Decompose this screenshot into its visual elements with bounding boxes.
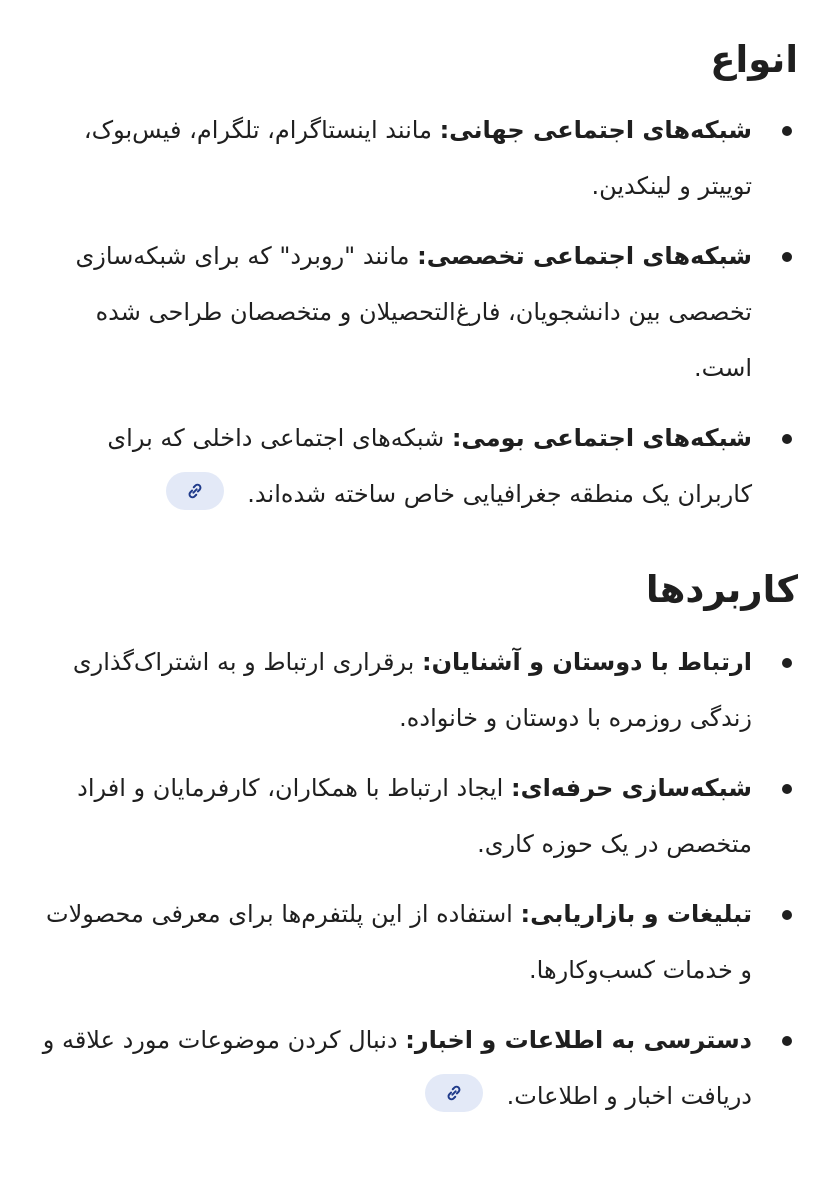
list-item [40,760,798,872]
bullet-dot [782,658,792,668]
section-title-types: انواع [710,38,798,81]
list-item [40,886,798,998]
list-item-term: شبکه‌های اجتماعی جهانی: [439,116,752,144]
bullet-dot [782,784,792,794]
list-item [40,228,798,396]
list-item-text: برقراری ارتباط و به اشتراک‌گذاری زندگی روزمره با دوستان و خانواده. [72,648,752,732]
link-icon [444,1083,464,1103]
bullet-dot [782,434,792,444]
list-item-term: ارتباط با دوستان و آشنایان: [421,648,752,676]
list-item [40,410,798,522]
list-item-text: دنبال کردن موضوعات مورد علاقه و دریافت اخبار و اطلاعات. [42,1026,752,1110]
bullet-dot [782,1036,792,1046]
list-item-text: مانند اینستاگرام، تلگرام، فیس‌بوک، توییتر و لینکدین. [83,116,752,200]
section-types [40,28,798,522]
types-list [40,102,798,522]
list-item [40,634,798,746]
list-item-text: شبکه‌های اجتماعی داخلی که برای کاربران یک منطقه جغرافیایی خاص ساخته شده‌اند. [107,424,752,508]
list-item-term: شبکه‌های اجتماعی تخصصی: [417,242,752,270]
source-link-button[interactable] [166,472,224,510]
link-icon [185,481,205,501]
section-title-uses: کاربردها [645,568,798,611]
list-item-text: ایجاد ارتباط با همکاران، کارفرمایان و افراد متخصص در یک حوزه کاری. [77,774,752,858]
list-item-text: مانند "روبرد" که برای شبکه‌سازی تخصصی بین دانشجویان، فارغ‌التحصیلان و متخصصان طراحی شده است. [75,242,752,382]
bullet-dot [782,126,792,136]
list-item-term: شبکه‌سازی حرفه‌ای: [510,774,752,802]
list-item-term: شبکه‌های اجتماعی بومی: [451,424,752,452]
bullet-dot [782,252,792,262]
list-item [40,102,798,214]
list-item [40,1012,798,1124]
source-link-button[interactable] [425,1074,483,1112]
uses-list [40,634,798,1124]
bullet-dot [782,910,792,920]
section-uses [40,558,798,1124]
list-item-text: استفاده از این پلتفرم‌ها برای معرفی محصولات و خدمات کسب‌وکارها. [46,900,752,984]
list-item-term: دسترسی به اطلاعات و اخبار: [405,1026,752,1054]
list-item-term: تبلیغات و بازاریابی: [520,900,752,928]
